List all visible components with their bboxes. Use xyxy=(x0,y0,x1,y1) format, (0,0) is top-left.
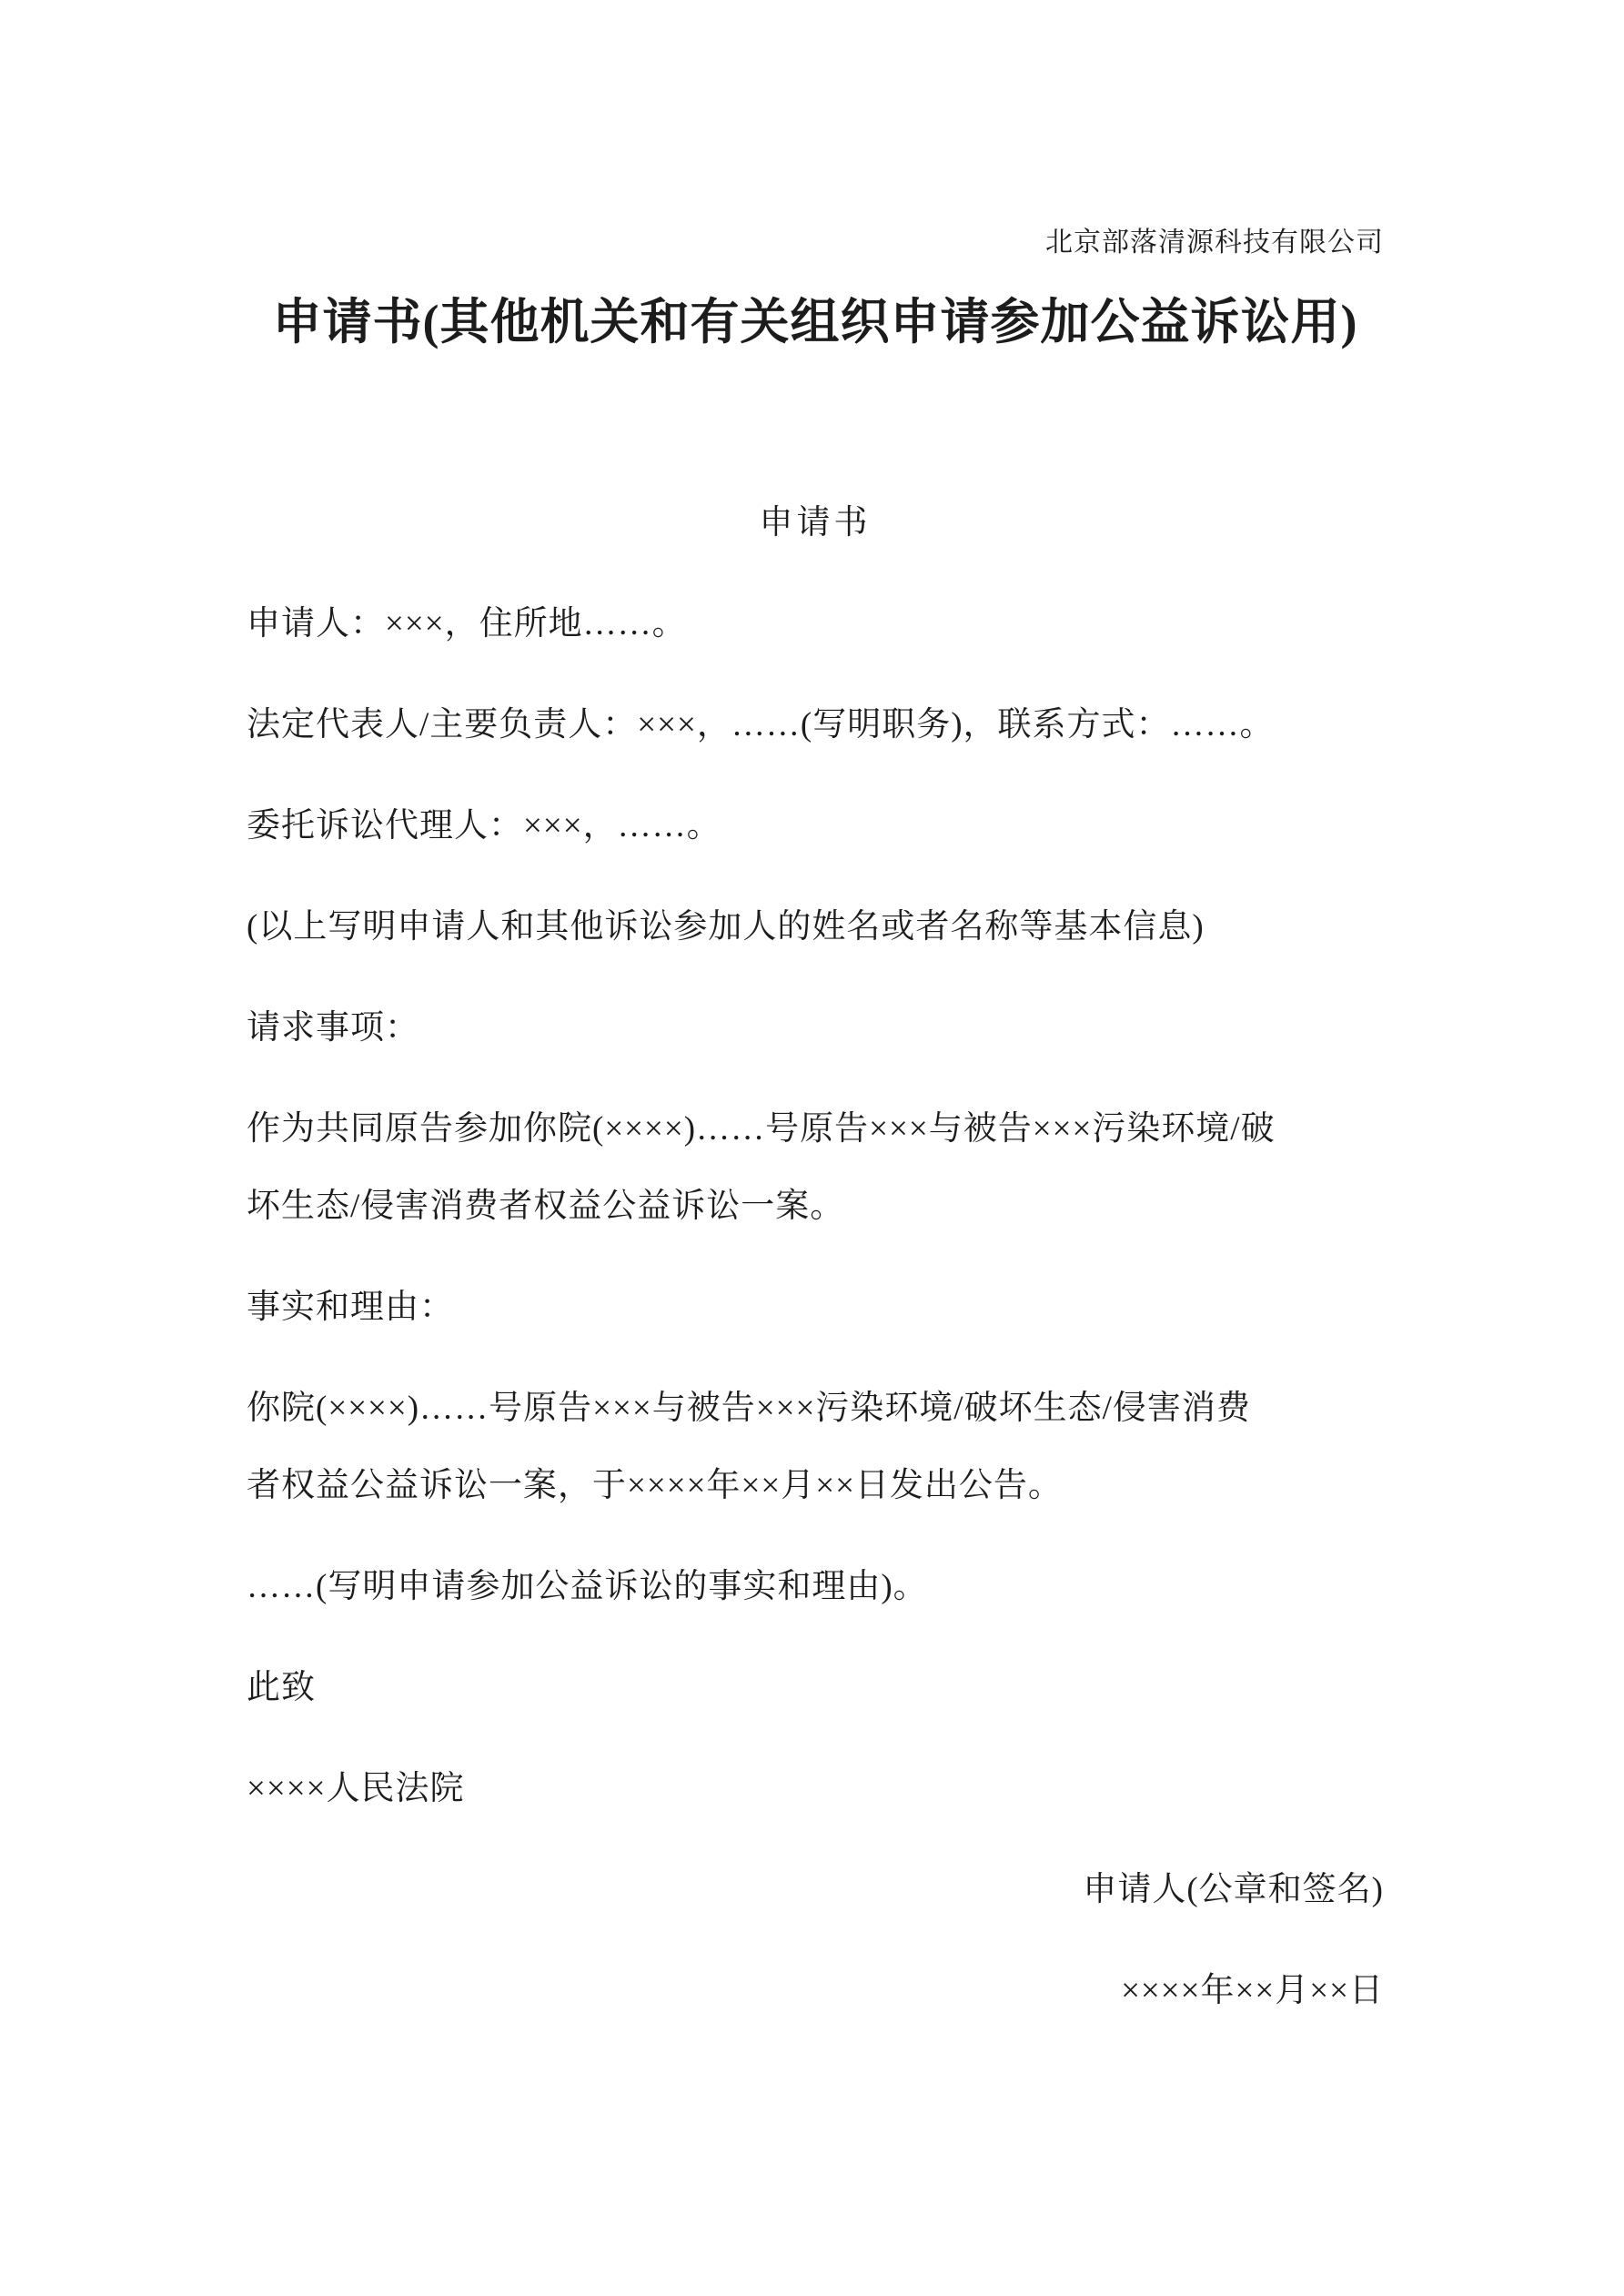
line-request-heading: 请求事项： xyxy=(247,1009,419,1047)
signature-date: ××××年××月××日 xyxy=(1121,1972,1384,2009)
line-facts-body-1: 你院(××××)……号原告×××与被告×××污染环境/破坏生态/侵害消费 xyxy=(247,1390,1251,1427)
line-applicant: 申请人：×××，住所地……。 xyxy=(247,605,687,642)
signature-name: 申请人(公章和签名) xyxy=(1083,1871,1384,1908)
company-name: 北京部落清源科技有限公司 xyxy=(1045,228,1384,258)
line-facts-body-2: 者权益公益诉讼一案，于××××年××月××日发出公告。 xyxy=(247,1467,1063,1504)
line-request-body-1: 作为共同原告参加你院(××××)……号原告×××与被告×××污染环境/破 xyxy=(247,1110,1276,1148)
line-legal-representative: 法定代表人/主要负责人：×××，……(写明职务)，联系方式：……。 xyxy=(247,706,1275,743)
line-court-name: ××××人民法院 xyxy=(247,1770,465,1807)
line-request-body-2: 坏生态/侵害消费者权益公益诉讼一案。 xyxy=(247,1188,845,1225)
line-salutation: 此致 xyxy=(247,1669,316,1706)
section-heading: 申请书 xyxy=(759,504,872,541)
line-facts-heading: 事实和理由： xyxy=(247,1289,454,1326)
line-basic-info-note: (以上写明申请人和其他诉讼参加人的姓名或者名称等基本信息) xyxy=(247,908,1205,946)
line-facts-note: ……(写明申请参加公益诉讼的事实和理由)。 xyxy=(247,1568,928,1605)
line-litigation-agent: 委托诉讼代理人：×××，……。 xyxy=(247,807,721,845)
document-title: 申请书(其他机关和有关组织申请参加公益诉讼用) xyxy=(272,295,1358,349)
